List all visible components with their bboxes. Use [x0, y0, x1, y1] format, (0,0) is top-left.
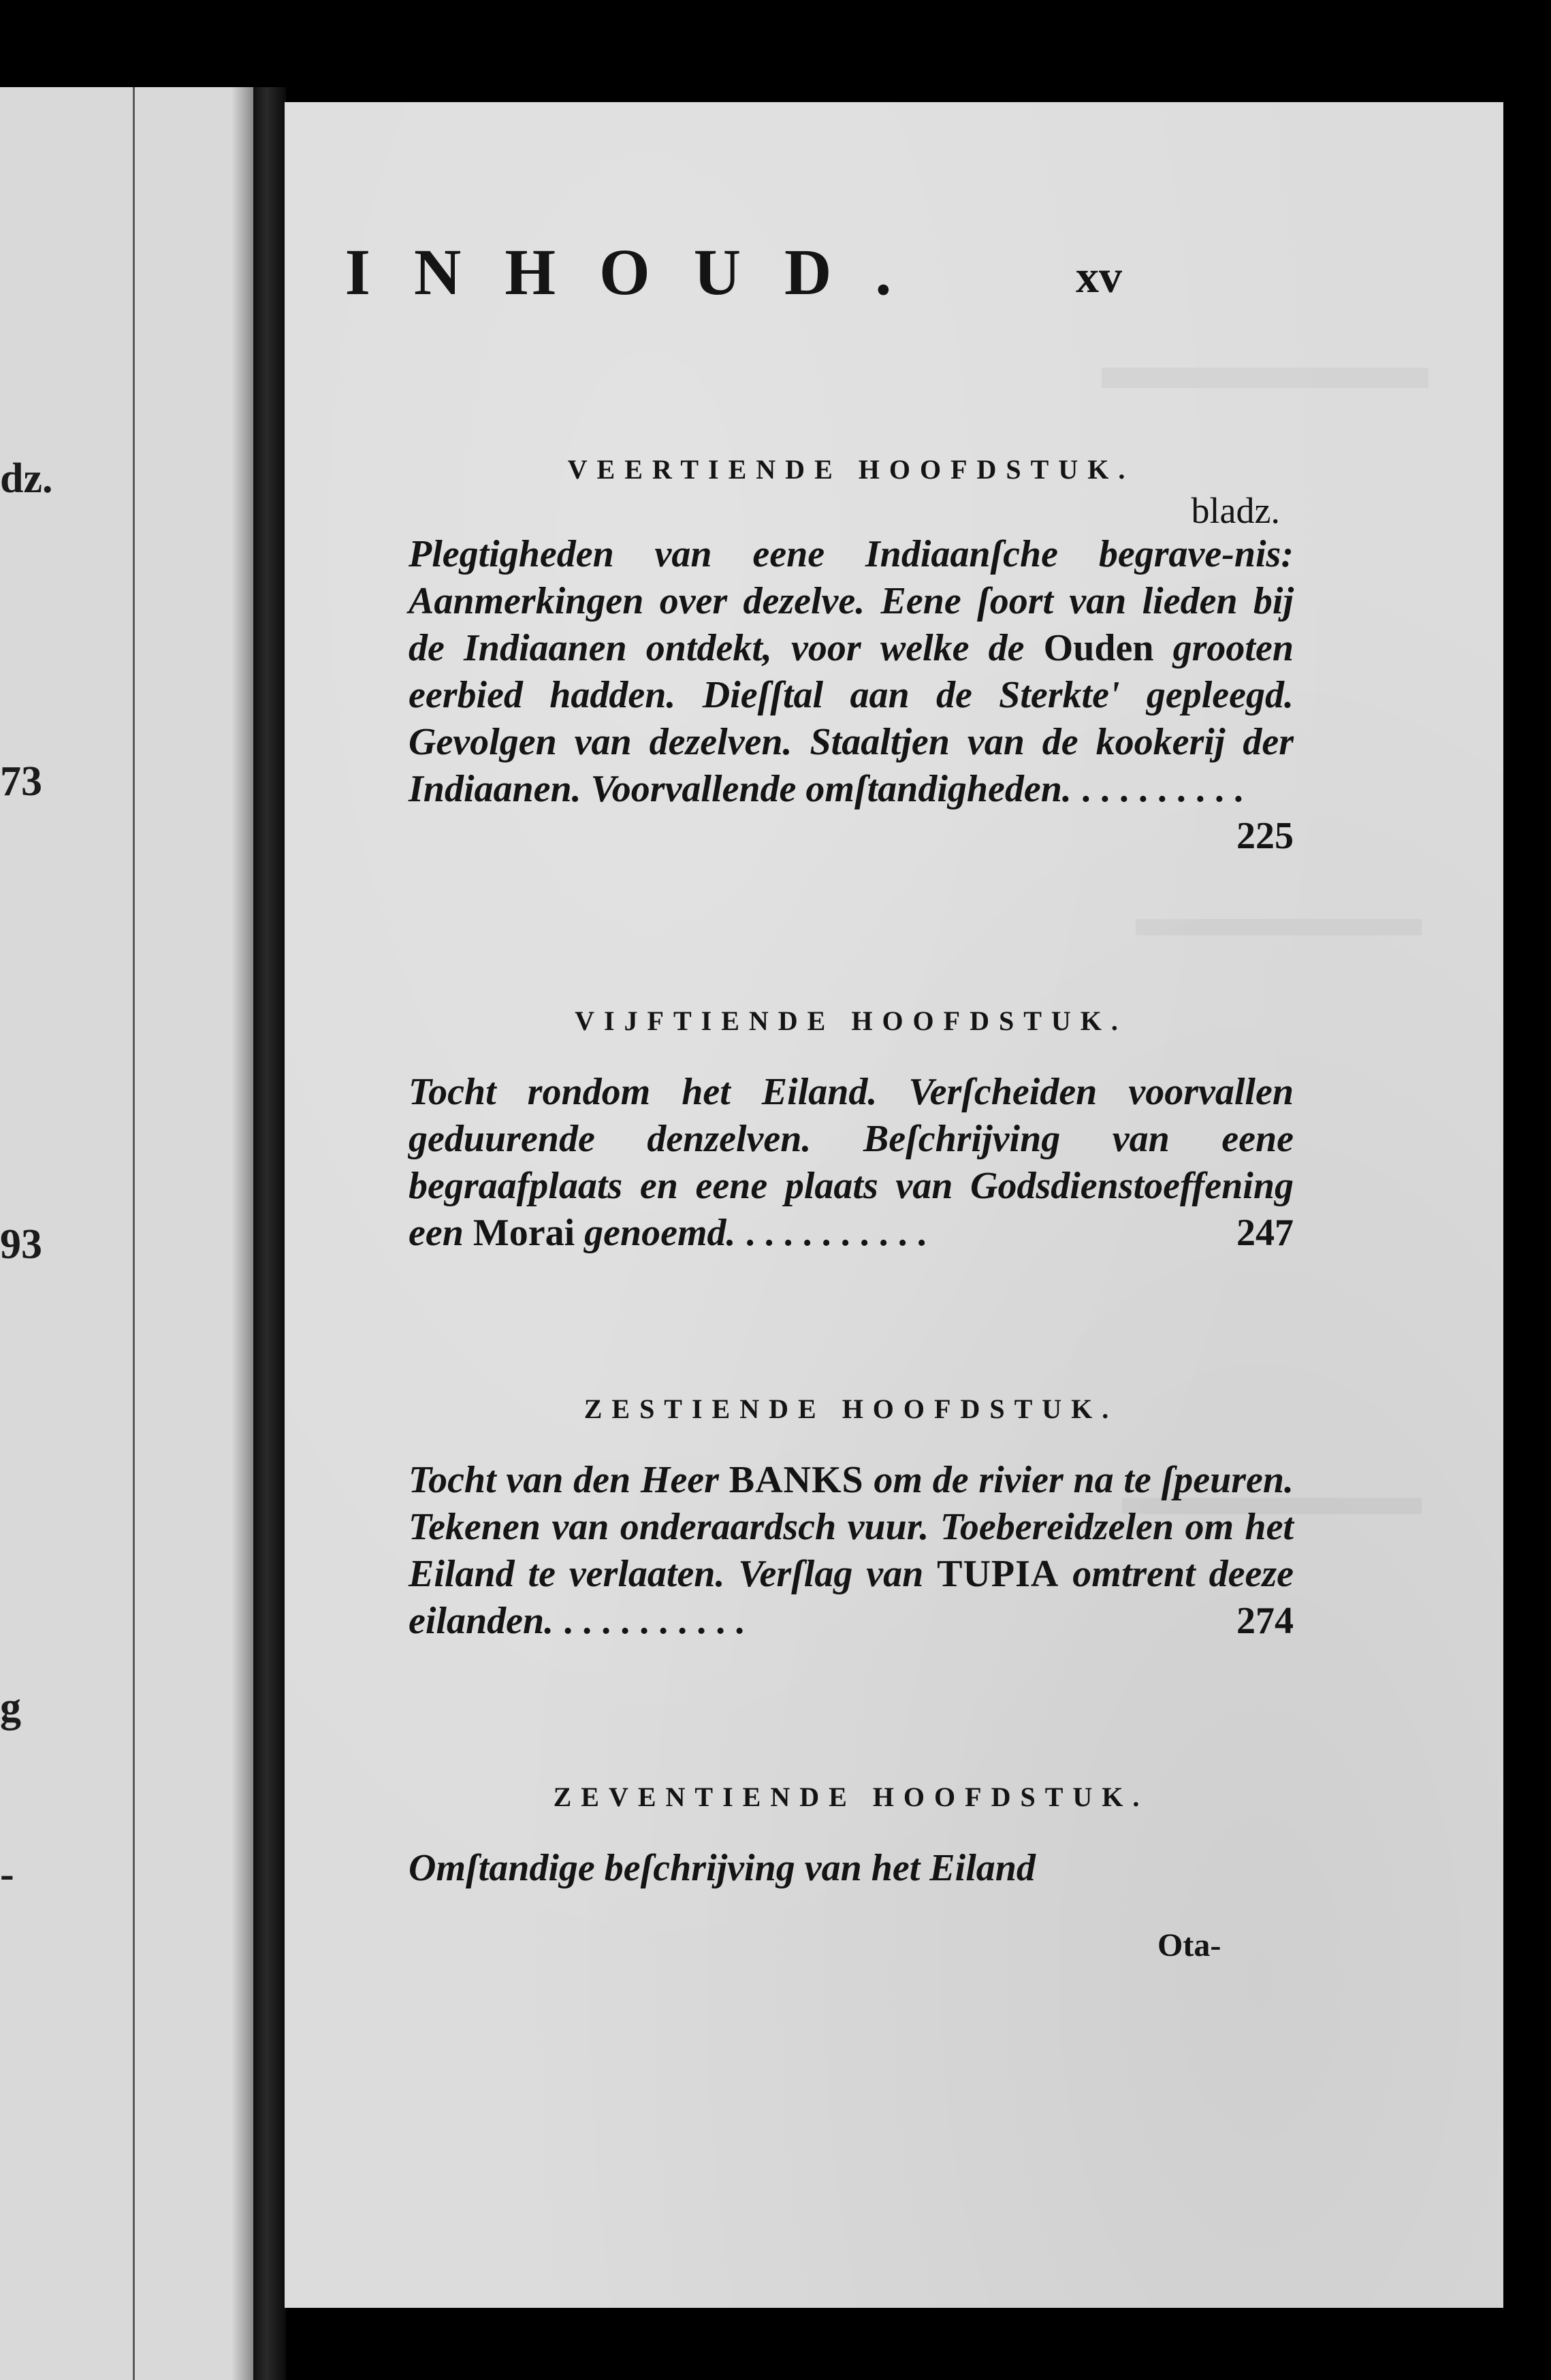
- book-spine-gutter: [253, 87, 286, 2380]
- summary-text-roman: Morai: [473, 1212, 575, 1254]
- facing-page-fold-line: [133, 87, 135, 2380]
- show-through-shadow: [1102, 368, 1428, 388]
- summary-text: de: [988, 627, 1044, 669]
- toc-page-number: 247: [1236, 1212, 1294, 1254]
- toc-chapter-16: [409, 1389, 1294, 1645]
- dot-leader: . . . . . . . . . .: [735, 1212, 927, 1254]
- chapter-summary: [409, 1845, 1294, 1892]
- catchword: Ota-: [1157, 1927, 1221, 1963]
- summary-text-roman: Ouden: [1043, 627, 1173, 669]
- summary-text: Tocht rondom het Eiland. Verſcheiden voorvallen geduurende denzelven. Beſchrijving van eene begraafplaats en eene plaats van Godsdienstoeffening een: [409, 1071, 1294, 1254]
- facing-page-text-fragment: g: [0, 1684, 21, 1731]
- chapter-heading: ZEVENTIENDE HOOFDSTUK.: [553, 1782, 1149, 1812]
- summary-text: Omſtandige beſchrijving van het Eiland: [409, 1847, 1036, 1889]
- chapter-summary: [409, 531, 1294, 857]
- chapter-heading: VEERTIENDE HOOFDSTUK.: [567, 454, 1135, 485]
- chapter-heading: ZESTIENDE HOOFDSTUK.: [583, 1394, 1119, 1424]
- summary-text: grooten eerbied hadden. Dieſſtal aan de Sterkte' gepleegd. Gevolgen van dezelven. Staaltjen van de kookerij der Indiaanen. Voorvallende omſtandigheden.: [409, 627, 1294, 810]
- page-column-label: bladz.: [1191, 490, 1280, 531]
- toc-page-number: 225: [1236, 815, 1294, 857]
- facing-page-text-fragment: 93: [0, 1221, 42, 1268]
- running-head: [313, 225, 1171, 320]
- chapter-summary: [409, 1069, 1294, 1257]
- facing-page-fragment: [0, 87, 259, 2380]
- summary-text: om de rivier na te ſpeuren. Tekenen van onderaardsch vuur. Toebereidzelen om het Eiland te verlaaten. Verſlag van: [409, 1459, 1294, 1595]
- summary-text-smallcaps: TUPIA: [937, 1553, 1059, 1595]
- page-number: xv: [1076, 251, 1122, 302]
- page-title: INHOUD.: [345, 236, 936, 308]
- toc-page-number: 274: [1236, 1600, 1294, 1642]
- summary-text: genoemd.: [575, 1212, 736, 1254]
- chapter-heading: VIJFTIENDE HOOFDSTUK.: [575, 1006, 1128, 1036]
- summary-text: Tocht van den Heer: [409, 1459, 729, 1501]
- dot-leader: . . . . . . . . . .: [554, 1600, 745, 1642]
- toc-chapter-14: [409, 449, 1294, 860]
- chapter-summary: [409, 1457, 1294, 1645]
- toc-chapter-15: [409, 1001, 1294, 1257]
- summary-text-smallcaps: BANKS: [729, 1459, 864, 1501]
- dot-leader: . . . . . . . . .: [1071, 768, 1243, 810]
- facing-page-text-fragment: 73: [0, 758, 42, 805]
- summary-text: Plegtigheden van eene Indiaanſche begrave-nis: Aanmerkingen over dezelve. Eene ſoort van lieden bij de Indiaanen ontdekt, voor welke: [409, 533, 1294, 669]
- facing-page-text-fragment: dz.: [0, 455, 53, 502]
- show-through-shadow: [1136, 919, 1422, 935]
- facing-page-text-fragment: -: [0, 1851, 14, 1897]
- summary-text: omtrent deeze eilanden.: [409, 1553, 1294, 1642]
- toc-chapter-17: [409, 1777, 1294, 1892]
